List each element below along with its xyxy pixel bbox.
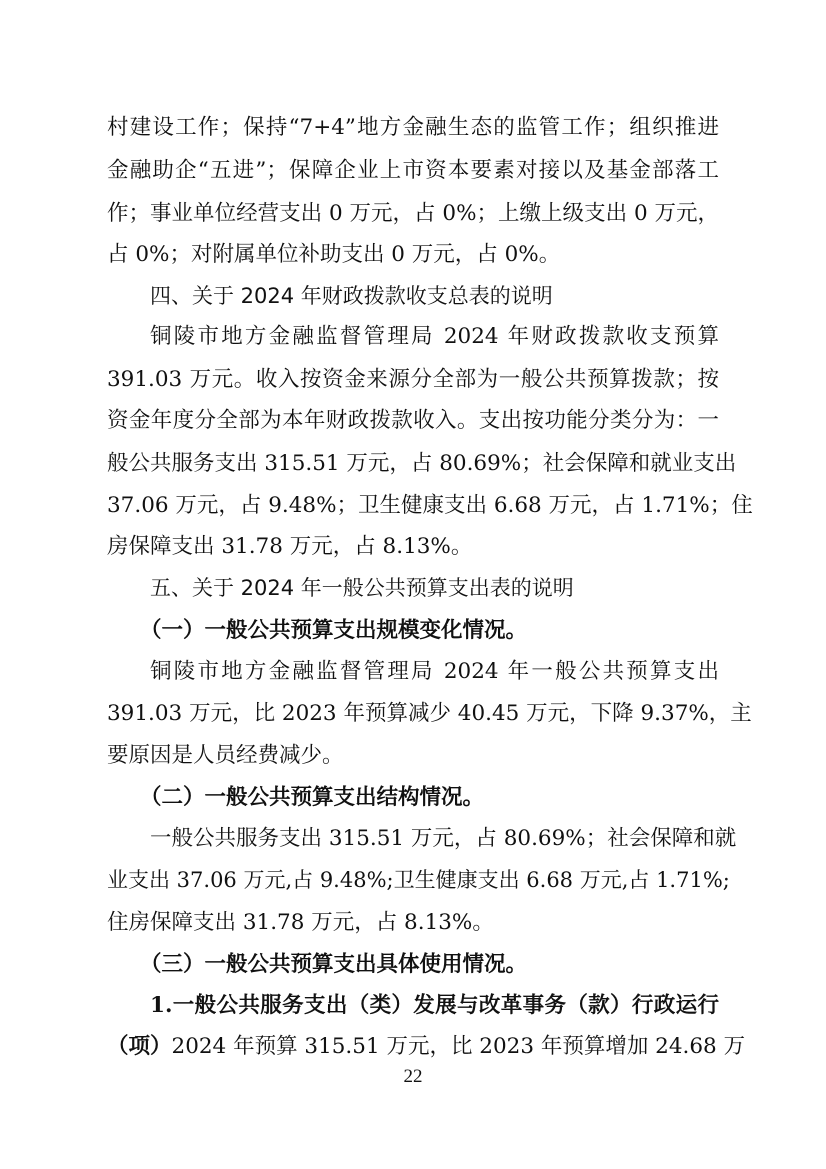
subsection-heading: （三）一般公共预算支出具体使用情况。 [140, 952, 528, 977]
text-line: 业支出 37.06 万元,占 9.48%;卫生健康支出 6.68 万元,占 1.71%; [107, 868, 730, 892]
section-heading: 四、关于 2024 年财政拨款收支总表的说明 [150, 284, 553, 308]
subsection-heading: （二）一般公共预算支出结构情况。 [140, 785, 485, 810]
text-line: 般公共服务支出 315.51 万元，占 80.69%；社会保障和就业支出 [107, 451, 737, 476]
text-line: 391.03 万元，比 2023 年预算减少 40.45 万元，下降 9.37%，主 [107, 701, 752, 726]
text-line: 铜陵市地方金融监督管理局 2024 年财政拨款收支预算 [150, 324, 719, 349]
section-heading: 五、关于 2024 年一般公共预算支出表的说明 [150, 576, 574, 600]
page-number: 22 [403, 1066, 423, 1087]
text-line: 作；事业单位经营支出 0 万元，占 0%；上缴上级支出 0 万元， [107, 201, 719, 226]
text-line: 要原因是人员经费减少。 [107, 743, 344, 768]
text-line: 占 0%；对附属单位补助支出 0 万元，占 0%。 [107, 242, 561, 267]
text-line: 一般公共服务支出 315.51 万元，占 80.69%；社会保障和就 [150, 826, 737, 851]
text-line: 住房保障支出 31.78 万元，占 8.13%。 [107, 910, 494, 935]
text-line: 房保障支出 31.78 万元，占 8.13%。 [107, 534, 473, 559]
item-label: （项） [107, 1034, 172, 1059]
item-text: 2024 年预算 315.51 万元，比 2023 年预算增加 24.68 万 [171, 1034, 746, 1059]
text-line: 金融助企“五进”；保障企业上市资本要素对接以及基金部落工 [107, 158, 719, 183]
item-heading: 1.一般公共服务支出（类）发展与改革事务（款）行政运行 [150, 993, 719, 1018]
text-line: 铜陵市地方金融监督管理局 2024 年一般公共预算支出 [150, 659, 719, 684]
text-line: 资金年度分全部为本年财政拨款收入。支出按功能分类分为：一 [107, 408, 719, 433]
text-line: 村建设工作；保持“7+4”地方金融生态的监管工作；组织推进 [107, 115, 719, 140]
text-line: 37.06 万元，占 9.48%；卫生健康支出 6.68 万元，占 1.71%；住 [107, 493, 753, 518]
text-line [107, 1034, 746, 1059]
subsection-heading: （一）一般公共预算支出规模变化情况。 [140, 618, 528, 643]
text-line: 391.03 万元。收入按资金来源分全部为一般公共预算拨款；按 [107, 367, 719, 392]
